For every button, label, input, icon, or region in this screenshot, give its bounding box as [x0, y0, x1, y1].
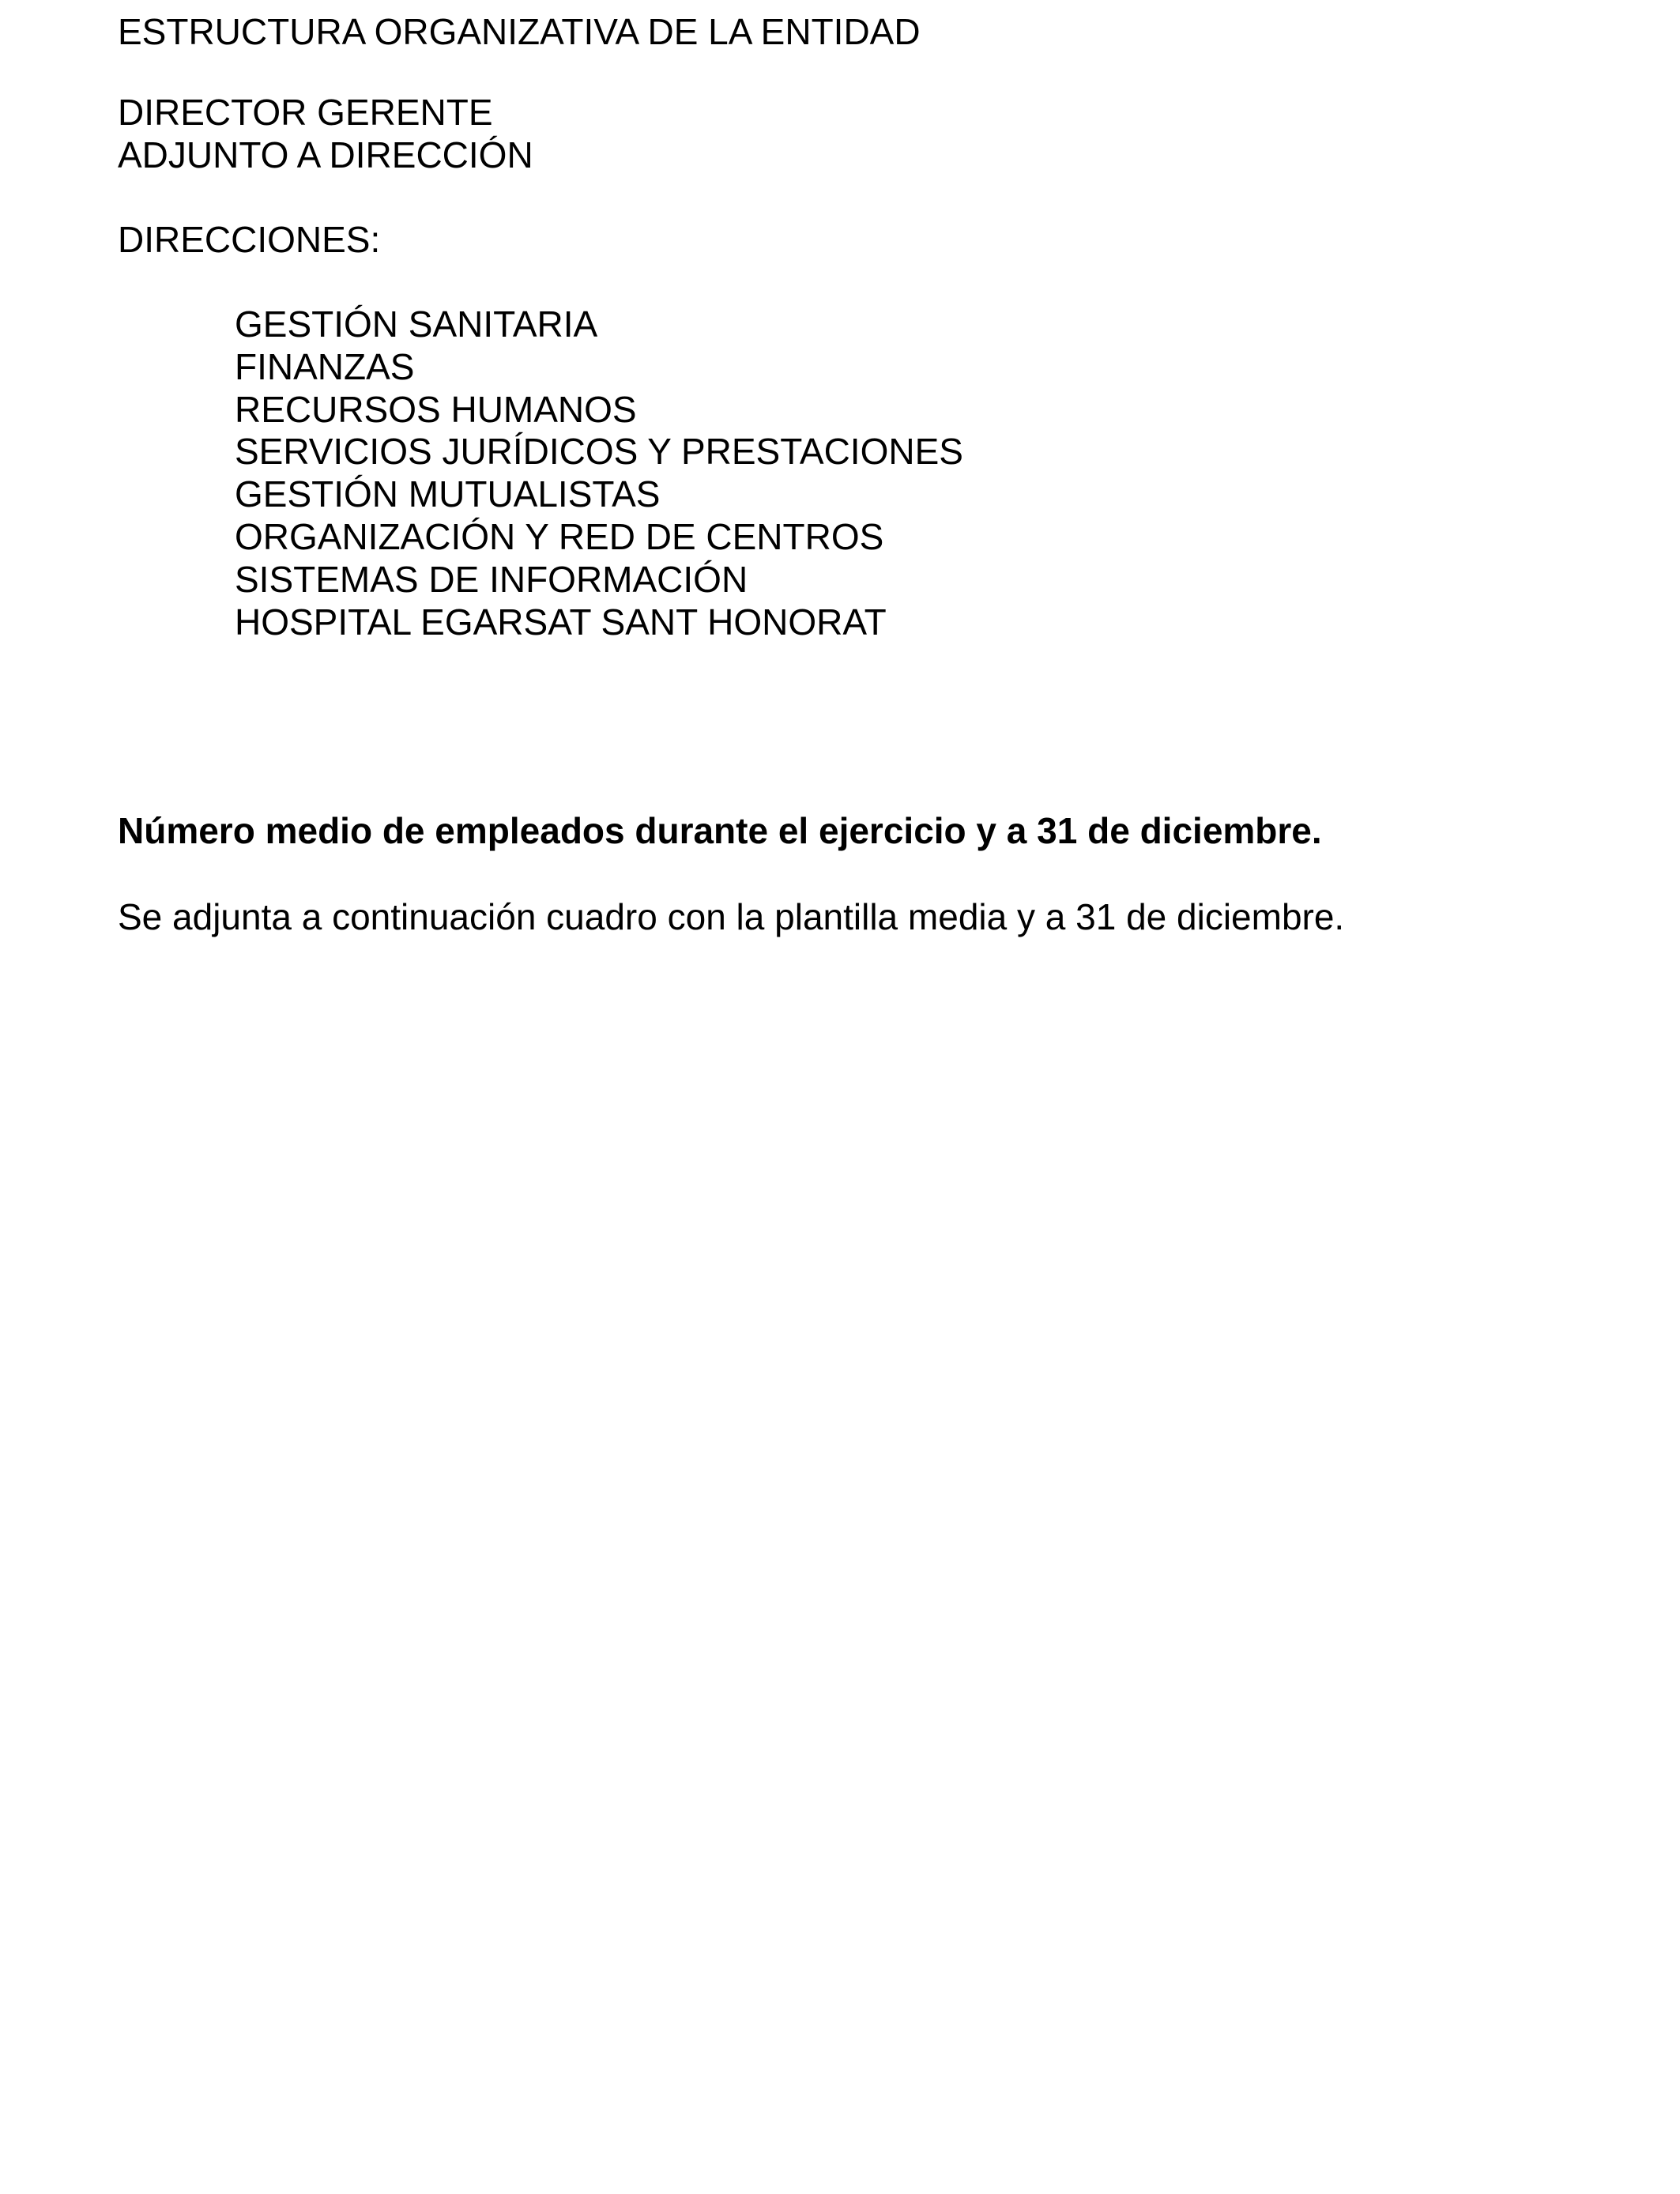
direcciones-list	[235, 303, 963, 643]
list-item: FINANZAS	[235, 345, 415, 387]
direcciones-heading: DIRECCIONES:	[118, 219, 381, 260]
list-item: GESTIÓN MUTUALISTAS	[235, 473, 661, 515]
director-gerente-label: DIRECTOR GERENTE	[118, 92, 493, 133]
list-item: HOSPITAL EGARSAT SANT HONORAT	[235, 601, 887, 643]
section-title: ESTRUCTURA ORGANIZATIVA DE LA ENTIDAD	[118, 11, 921, 52]
list-item: GESTIÓN SANITARIA	[235, 303, 598, 345]
adjunto-direccion-label: ADJUNTO A DIRECCIÓN	[118, 134, 533, 175]
list-item: SERVICIOS JURÍDICOS Y PRESTACIONES	[235, 431, 963, 473]
list-item: ORGANIZACIÓN Y RED DE CENTROS	[235, 515, 884, 557]
employees-heading: Número medio de empleados durante el ejercicio y a 31 de diciembre.	[118, 810, 1322, 851]
list-item: RECURSOS HUMANOS	[235, 388, 637, 430]
list-item: SISTEMAS DE INFORMACIÓN	[235, 558, 748, 600]
employees-paragraph: Se adjunta a continuación cuadro con la plantilla media y a 31 de diciembre.	[118, 896, 1345, 937]
